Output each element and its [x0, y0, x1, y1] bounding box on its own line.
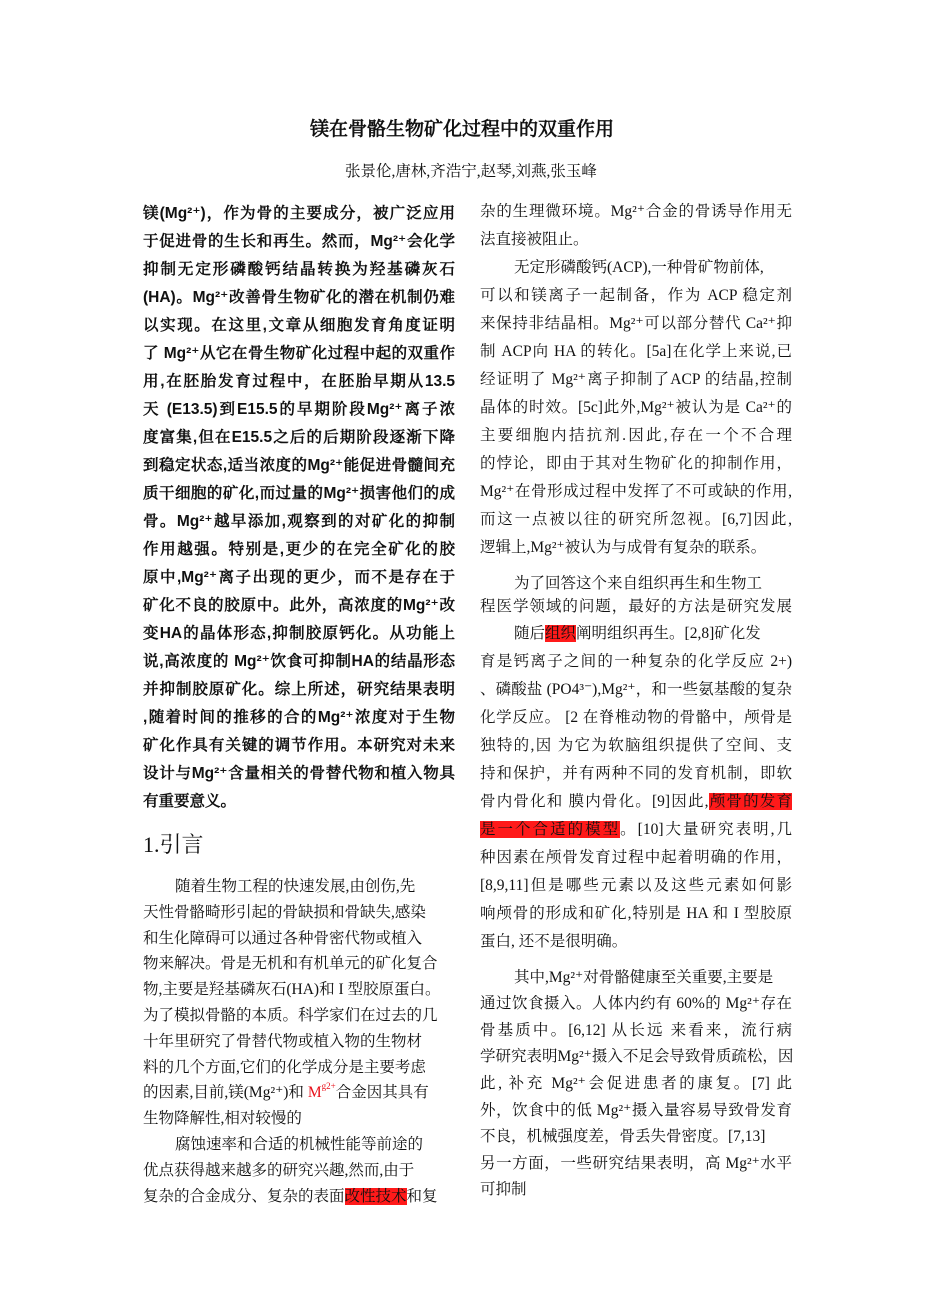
abstract-line: 用,在胚胎发育过程中，在胚胎早期从13.5: [143, 373, 455, 390]
abstract-line: 抑制无定形磷酸钙结晶转换为羟基磷灰石: [143, 261, 455, 278]
right-paragraph-2: [480, 254, 792, 562]
paragraph-line: [480, 788, 792, 816]
highlighted-text: 颅骨的发育: [708, 793, 792, 810]
paragraph-line: [480, 620, 792, 648]
right-paragraph-1: [480, 198, 792, 254]
abstract-line: 骨。Mg²⁺越早添加,观察到的对矿化的抑制: [143, 513, 455, 530]
paragraph-line: 来保持非结晶相。Mg²⁺可以部分替代 Ca²⁺抑: [480, 315, 792, 332]
paragraph-line: 制 ACP向 HA 的转化。[5a]在化学上来说,已: [480, 343, 792, 360]
paragraph-line: 蛋白, 还不是很明确。: [480, 933, 628, 950]
abstract-line: 以实现。在这里,文章从细胞发育角度证明: [143, 317, 455, 334]
paragraph-line: 为了回答这个来自组织再生和生物工: [514, 574, 763, 592]
paragraph-line-text: 阐明组织再生。[2,8]矿化发: [576, 625, 761, 642]
intro-line-text: 合金因其具有: [335, 1084, 429, 1102]
red-superscript: g2+: [321, 1081, 336, 1092]
intro-line: 天性骨骼畸形引起的骨缺损和骨缺失,感染: [143, 903, 426, 921]
intro-line: [143, 1080, 453, 1106]
paragraph-line: 此, 补充 Mg²⁺会促进患者的康复。[7] 此: [480, 1075, 792, 1093]
abstract-line: 有重要意义。: [143, 793, 237, 810]
abstract-line: ,随着时间的推移的合的Mg²⁺浓度对于生物: [143, 709, 455, 726]
intro-line: 为了模拟骨骼的本质。科学家们在过去的几: [143, 1006, 438, 1024]
abstract-line: 矿化不良的胶原中。此外，高浓度的Mg²⁺改: [143, 597, 455, 614]
abstract-line: 了 Mg²⁺从它在骨生物矿化过程中起的双重作: [143, 345, 455, 362]
intro-line: 物,主要是羟基磷灰石(HA)和 I 型胶原蛋白。: [143, 981, 441, 999]
section-heading: 1.引言: [143, 832, 204, 857]
introduction-text: [143, 874, 453, 1209]
abstract-line: 质干细胞的矿化,而过量的Mg²⁺损害他们的成: [143, 485, 455, 502]
paragraph-line: Mg²⁺在骨形成过程中发挥了不可或缺的作用,: [480, 483, 792, 500]
paragraph-line-text: 骨内骨化和 膜内骨化。[9]因此,: [480, 793, 709, 810]
paragraph-line: 杂的生理微环境。Mg²⁺合金的骨诱导作用无: [480, 203, 792, 220]
paragraph-line: 外，饮食中的低 Mg²⁺摄入量容易导致骨发育: [480, 1101, 792, 1119]
abstract-line: 原中,Mg²⁺离子出现的更少，而不是存在于: [143, 569, 455, 586]
intro-line: [143, 1184, 453, 1210]
paragraph-line: 其中,Mg²⁺对骨骼健康至关重要,主要是: [514, 968, 774, 986]
paragraph-line: [8,9,11]但是哪些元素以及这些元素如何影: [480, 877, 792, 894]
paragraph-line: 响颅骨的形成和矿化,特别是 HA 和 I 型胶原: [480, 905, 792, 922]
paragraph-line: 可抑制: [480, 1181, 527, 1199]
abstract-line: 说,高浓度的 Mg²⁺饮食可抑制HA的结晶形态: [143, 653, 455, 670]
author-list: 张景伦,唐林,齐浩宁,赵琴,刘燕,张玉峰: [345, 163, 597, 180]
intro-line: 物来解决。骨是无机和有机单元的矿化复合: [143, 955, 438, 973]
abstract-line: 度富集,但在E15.5之后的后期阶段逐渐下降: [143, 429, 455, 446]
paragraph-line-text: 随后: [514, 625, 546, 642]
abstract-line: 作用越强。特别是,更少的在完全矿化的胶: [143, 541, 455, 558]
paragraph-line: 无定形磷酸钙(ACP),一种骨矿物前体,: [514, 259, 764, 276]
intro-line: 十年里研究了骨替代物或植入物的生物材: [143, 1032, 423, 1050]
paragraph-line: 经证明了 Mg²⁺离子抑制了ACP 的结晶,控制: [480, 371, 792, 388]
abstract-line: 设计与Mg²⁺含量相关的骨替代物和植入物具: [143, 765, 455, 782]
intro-line-text: 的因素,目前,镁(Mg²⁺)和: [143, 1084, 308, 1102]
paragraph-line: 不良，机械强度差，骨丢失骨密度。[7,13]: [480, 1128, 766, 1146]
paragraph-line: 骨基质中。[6,12] 从长远 来看来，流行病: [480, 1021, 792, 1039]
paragraph-line: 、磷酸盐 (PO4³⁻),Mg²⁺，和一些氨基酸的复杂: [480, 681, 792, 698]
abstract-line: 于促进骨的生长和再生。然而，Mg²⁺会化学: [143, 233, 455, 250]
abstract-line: 到稳定状态,适当浓度的Mg²⁺能促进骨髓间充: [143, 457, 455, 474]
intro-line: 生物降解性,相对较慢的: [143, 1110, 302, 1128]
paragraph-line: 主要细胞内拮抗剂.因此,存在一个不合理: [480, 427, 792, 444]
abstract: [143, 200, 455, 816]
abstract-line: 并抑制胶原矿化。综上所述，研究结果表明: [143, 681, 455, 698]
paragraph-line: 而这一点被以往的研究所忽视。[6,7]因此,: [480, 511, 792, 528]
intro-line-text: 和复: [406, 1187, 438, 1205]
right-paragraph-4: [480, 965, 792, 1204]
paragraph-line: 种因素在颅骨发育过程中起着明确的作用，: [480, 849, 792, 866]
paragraph-line: 另一方面，一些研究结果表明，高 Mg²⁺水平: [480, 1154, 792, 1172]
paragraph-line: 可以和镁离子一起制备，作为 ACP 稳定剂: [480, 287, 792, 304]
intro-line-text: 复杂的合金成分、复杂的表面: [143, 1187, 345, 1205]
paragraph-line: 的悖论，即由于其对生物矿化的抑制作用，: [480, 455, 792, 472]
paper-title: 镁在骨骼生物矿化过程中的双重作用: [309, 119, 614, 140]
highlighted-text: 组织: [545, 625, 577, 642]
red-text: M: [307, 1084, 322, 1102]
paragraph-line: 晶体的时效。[5c]此外,Mg²⁺被认为是 Ca²⁺的: [480, 399, 792, 416]
right-paragraph-3-start: [480, 572, 792, 618]
paragraph-line: 逻辑上,Mg²⁺被认为与成骨有复杂的联系。: [480, 539, 767, 556]
paragraph-line: 持和保护，并有两种不同的发育机制，即软: [480, 765, 792, 782]
abstract-line: 天 (E13.5)到E15.5的早期阶段Mg²⁺离子浓: [143, 401, 455, 418]
paragraph-line: 化学反应。 [2 在脊椎动物的骨骼中，颅骨是: [480, 709, 792, 726]
paragraph-line: 育是钙离子之间的一种复杂的化学反应 2+): [480, 653, 792, 670]
intro-line: 和生化障碍可以通过各种骨密代物或植入: [143, 929, 423, 947]
intro-line: 随着生物工程的快速发展,由创伤,先: [175, 878, 416, 895]
abstract-line: 变HA的晶体形态,抑制胶原钙化。从功能上: [143, 625, 455, 642]
paragraph-line: 通过饮食摄入。人体内约有 60%的 Mg²⁺存在: [480, 995, 792, 1013]
paragraph-line: 独特的,因 为它为软脑组织提供了空间、支: [480, 737, 792, 754]
intro-line: 料的几个方面,它们的化学成分是主要考虑: [143, 1058, 426, 1076]
intro-line: 优点获得越来越多的研究兴趣,然而,由于: [143, 1161, 415, 1179]
abstract-line: 矿化作具有关键的调节作用。本研究对未来: [143, 737, 455, 754]
highlighted-text: 是一个合适的模型: [480, 821, 621, 838]
paragraph-line: 程医学领域的问题，最好的方法是研究发展: [480, 597, 792, 615]
abstract-line: (HA)。Mg²⁺改善骨生物矿化的潜在机制仍难: [143, 289, 455, 306]
paragraph-line: [480, 816, 792, 844]
abstract-line: 镁(Mg²⁺)，作为骨的主要成分，被广泛应用: [143, 205, 455, 222]
intro-line: 腐蚀速率和合适的机械性能等前途的: [175, 1135, 424, 1153]
paragraph-line: 学研究表明Mg²⁺摄入不足会导致骨质疏松，因: [480, 1048, 794, 1066]
paragraph-line-text: 。[10]大量研究表明,几: [620, 821, 792, 838]
paragraph-line: 法直接被阻止。: [480, 231, 589, 248]
right-paragraph-3: [480, 620, 792, 956]
highlighted-text: 改性技术: [344, 1187, 407, 1205]
